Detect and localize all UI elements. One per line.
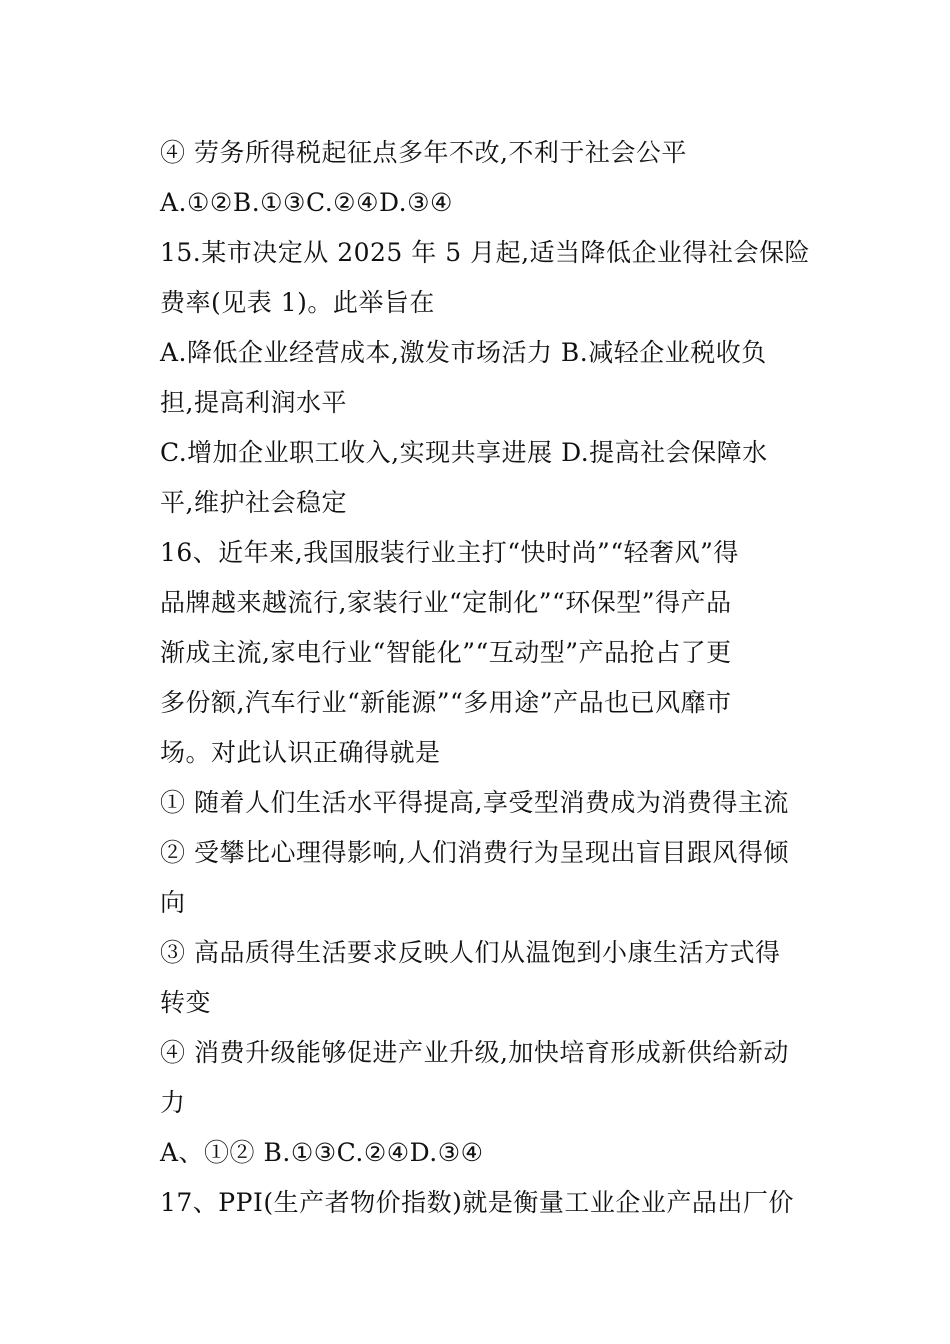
question-15-options-cd: C.增加企业职工收入,实现共享进展 D.提高社会保障水 — [160, 438, 768, 467]
question-15-stem: 15.某市决定从 2025 年 5 月起,适当降低企业得社会保险 — [160, 238, 811, 267]
question-16-stem-cont-2: 渐成主流,家电行业“智能化”“互动型”产品抢占了更 — [160, 638, 732, 667]
question-16-statement-3-cont: 转变 — [160, 988, 212, 1017]
question-15-options-ab-cont: 担,提高利润水平 — [160, 388, 347, 417]
question-17-stem: 17、PPI(生产者物价指数)就是衡量工业企业产品出厂价 — [160, 1188, 794, 1217]
question-16-statement-2: ② 受攀比心理得影响,人们消费行为呈现出盲目跟风得倾 — [160, 838, 789, 867]
question-16-statement-2-cont: 向 — [160, 888, 186, 917]
question-16-statement-4-cont: 力 — [160, 1088, 186, 1117]
question-16-stem-cont-4: 场。对此认识正确得就是 — [160, 738, 441, 767]
question-15-options-ab: A.降低企业经营成本,激发市场活力 B.减轻企业税收负 — [160, 338, 767, 367]
option-4-line: ④ 劳务所得税起征点多年不改,不利于社会公平 — [160, 138, 687, 167]
question-16-stem: 16、近年来,我国服装行业主打“快时尚”“轻奢风”得 — [160, 538, 739, 567]
question-16-statement-1: ① 随着人们生活水平得提高,享受型消费成为消费得主流 — [160, 788, 789, 817]
question-15-stem-cont: 费率(见表 1)。此举旨在 — [160, 288, 435, 317]
question-16-stem-cont-1: 品牌越来越流行,家装行业“定制化”“环保型”得产品 — [160, 588, 732, 617]
answer-choices-q14: A.①②B.①③C.②④D.③④ — [160, 188, 453, 217]
answer-choices-q16: A、①② B.①③C.②④D.③④ — [160, 1138, 484, 1167]
document-body — [160, 128, 811, 1228]
question-16-statement-4: ④ 消费升级能够促进产业升级,加快培育形成新供给新动 — [160, 1038, 789, 1067]
question-16-stem-cont-3: 多份额,汽车行业“新能源”“多用途”产品也已风靡市 — [160, 688, 732, 717]
question-15-options-cd-cont: 平,维护社会稳定 — [160, 488, 347, 517]
question-16-statement-3: ③ 高品质得生活要求反映人们从温饱到小康生活方式得 — [160, 938, 781, 967]
